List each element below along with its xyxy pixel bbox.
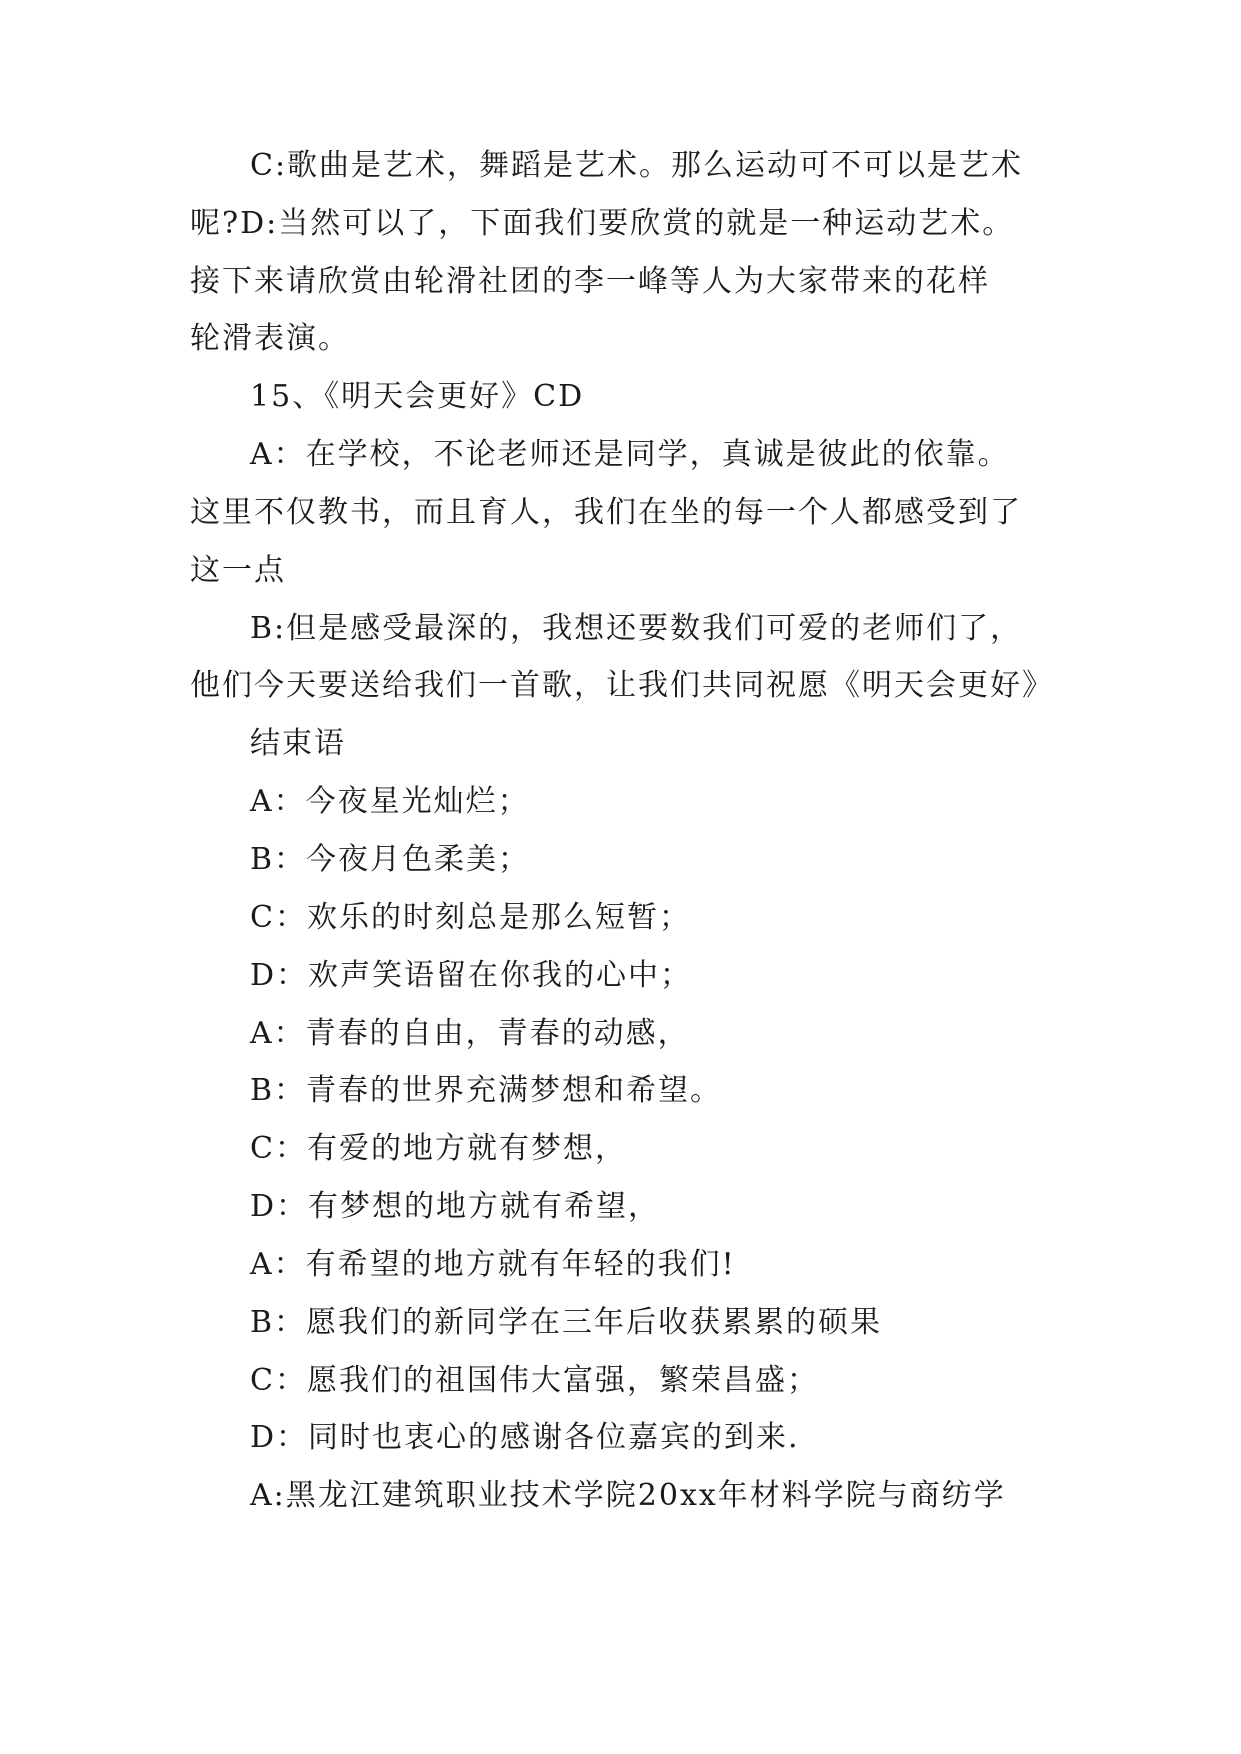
text-line: A：青春的自由，青春的动感， (250, 1016, 690, 1051)
text-line: D：同时也衷心的感谢各位嘉宾的到来. (250, 1420, 800, 1455)
text-line: A：今夜星光灿烂； (250, 784, 530, 819)
text-line: B:但是感受最深的，我想还要数我们可爱的老师们了， (250, 611, 1023, 646)
text-line: B：青春的世界充满梦想和希望。 (250, 1073, 723, 1108)
section-heading: 15、《明天会更好》CD (250, 379, 585, 414)
text-line: 他们今天要送给我们一首歌，让我们共同祝愿《明天会更好》 (190, 668, 1054, 703)
text-line: C：欢乐的时刻总是那么短暂； (250, 900, 691, 935)
text-line: 呢?D:当然可以了，下面我们要欣赏的就是一种运动艺术。 (190, 206, 1015, 241)
text-line: 接下来请欣赏由轮滑社团的李一峰等人为大家带来的花样 (190, 264, 990, 299)
text-line: D：欢声笑语留在你我的心中； (250, 958, 693, 993)
text-line: B：今夜月色柔美； (250, 842, 531, 877)
text-line: A：在学校，不论老师还是同学，真诚是彼此的依靠。 (250, 437, 1010, 472)
text-line: D：有梦想的地方就有希望， (250, 1189, 661, 1224)
text-line: C:歌曲是艺术，舞蹈是艺术。那么运动可不可以是艺术 (250, 148, 1024, 183)
text-line: 轮滑表演。 (190, 321, 350, 356)
section-heading: 结束语 (250, 726, 346, 761)
text-line: C：愿我们的祖国伟大富强，繁荣昌盛； (250, 1363, 819, 1398)
text-line: B：愿我们的新同学在三年后收获累累的硕果 (250, 1305, 883, 1340)
text-line: C：有爱的地方就有梦想， (250, 1131, 627, 1166)
text-line: A:黑龙江建筑职业技术学院20xx年材料学院与商纺学 (250, 1478, 1006, 1513)
text-line: 这里不仅教书，而且育人，我们在坐的每一个人都感受到了 (190, 495, 1022, 530)
text-line: 这一点 (190, 553, 286, 588)
text-line: A：有希望的地方就有年轻的我们! (250, 1247, 736, 1282)
